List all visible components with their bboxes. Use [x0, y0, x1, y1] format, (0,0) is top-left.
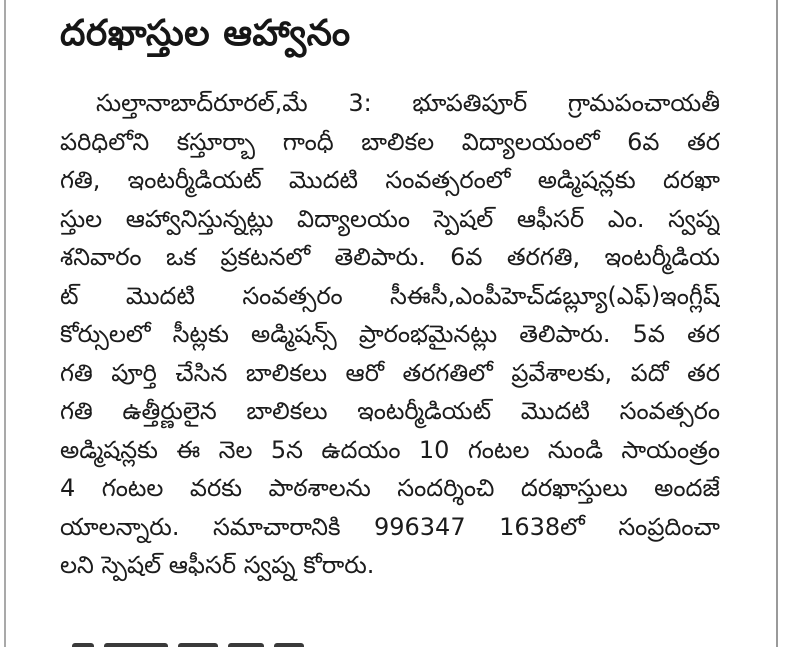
left-column-rule	[4, 0, 6, 647]
article-line: గతి పూర్తి చేసిన బాలికలు ఆరో తరగతిలో ప్రవేశాలకు, పదో తర	[60, 358, 720, 387]
right-column-rule	[776, 0, 778, 647]
article-line: 4 గంటల వరకు పాఠశాలను సందర్శించి దరఖాస్తులు అందజే	[60, 474, 720, 502]
article-line: శనివారం ఒక ప్రకటనలో తెలిపారు. 6వ తరగతి, ఇంటర్మీడియ	[60, 243, 720, 271]
article-line: యాలన్నారు. సమాచారానికి 996347 1638లో సంప్రదించా	[60, 512, 720, 541]
article-line: పరిధిలోని కస్తూర్బా గాంధీ బాలికల విద్యాలయంలో 6వ తర	[60, 127, 720, 156]
article-line: లని స్పెషల్ ఆఫీసర్ స్వప్న కోరారు.	[60, 551, 375, 579]
article-line: స్తుల ఆహ్వానిస్తున్నట్లు విద్యాలయం స్పెషల్ ఆఫీసర్ ఎం. స్వప్న	[60, 204, 720, 233]
article-line: గతి, ఇంటర్మీడియట్ మొదటి సంవత్సరంలో అడ్మిషన్లకు దరఖా	[60, 166, 720, 194]
article-line: సుల్తానాబాద్‌రూరల్,మే 3: భూపతిపూర్ గ్రామపంచాయతీ	[96, 89, 720, 117]
article-line: గతి ఉత్తీర్ణులైన బాలికలు ఇంటర్మీడియట్ మొదటి సంవత్సరం	[60, 397, 720, 425]
article-headline: దరఖాస్తుల ఆహ్వానం	[60, 13, 351, 54]
article-line: కోర్సులలో సీట్లకు అడ్మిషన్స్ ప్రారంభమైనట్లు తెలిపారు. 5వ తర	[60, 320, 720, 348]
article-line: ట్ మొదటి సంవత్సరం సీఈసీ,ఎంపీహెచ్‌డబ్ల్యూ(ఎఫ్)ఇంగ్లీష్	[60, 281, 720, 310]
next-article-cut-off-text	[72, 636, 342, 647]
article-body	[60, 84, 720, 585]
news-article	[60, 6, 720, 585]
article-line: అడ్మిషన్లకు ఈ నెల 5న ఉదయం 10 గంటల నుండి సాయంత్రం	[60, 435, 720, 464]
